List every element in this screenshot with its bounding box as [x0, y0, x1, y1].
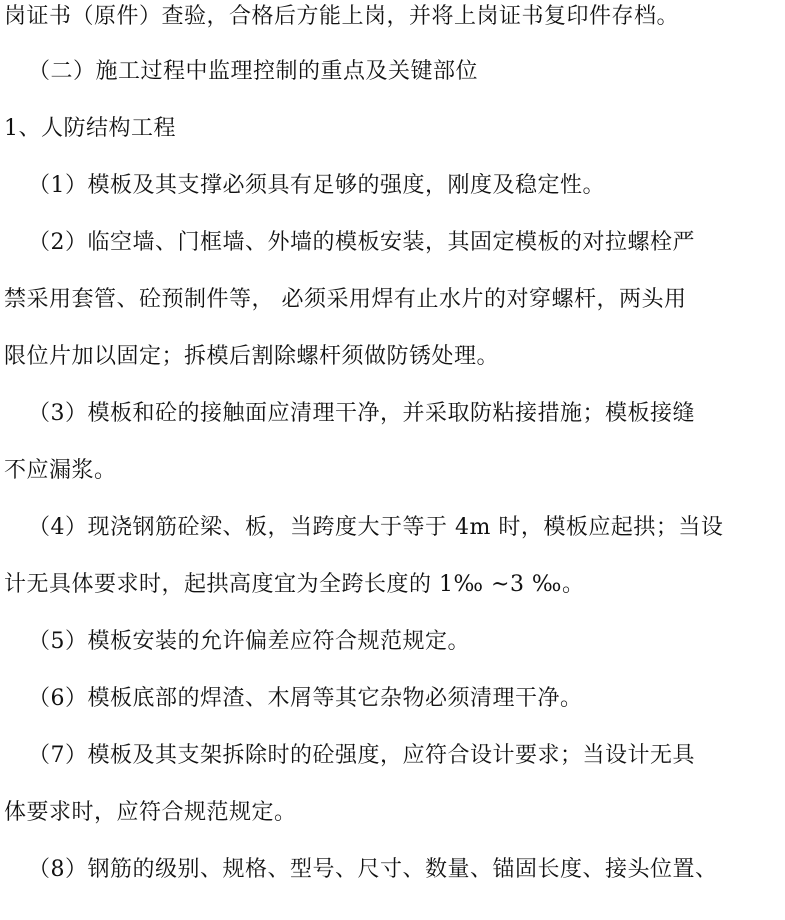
item-8-line-1: （8）钢筋的级别、规格、型号、尺寸、数量、锚固长度、接头位置、 [28, 857, 718, 882]
item-2-line-1: （2）临空墙、门框墙、外墙的模板安装，其固定模板的对拉螺栓严 [28, 230, 695, 255]
item-7-line-1: （7）模板及其支架拆除时的砼强度，应符合设计要求；当设计无具 [28, 743, 695, 768]
item-4-line-2: 计无具体要求时，起拱高度宜为全跨长度的 1‰ ~3 ‰。 [4, 572, 585, 597]
item-2-line-2: 禁采用套管、砼预制件等， 必须采用焊有止水片的对穿螺杆，两头用 [4, 287, 687, 312]
subsection-heading: 1、人防结构工程 [4, 116, 176, 141]
item-5: （5）模板安装的允许偏差应符合规范规定。 [28, 629, 470, 654]
item-1: （1）模板及其支撑必须具有足够的强度，刚度及稳定性。 [28, 173, 605, 198]
item-7-line-2: 体要求时，应符合规范规定。 [4, 800, 297, 825]
text-line-1: 岗证书（原件）查验，合格后方能上岗，并将上岗证书复印件存档。 [4, 4, 680, 29]
item-4-line-1: （4）现浇钢筋砼梁、板，当跨度大于等于 4m 时，模板应起拱；当设 [28, 515, 724, 540]
item-6: （6）模板底部的焊渣、木屑等其它杂物必须清理干净。 [28, 686, 583, 711]
item-3-line-2: 不应漏浆。 [4, 458, 117, 483]
item-2-line-3: 限位片加以固定；拆模后割除螺杆须做防锈处理。 [4, 344, 500, 369]
item-3-line-1: （3）模板和砼的接触面应清理干净，并采取防粘接措施；模板接缝 [28, 401, 695, 426]
section-heading: （二）施工过程中监理控制的重点及关键部位 [28, 59, 479, 84]
